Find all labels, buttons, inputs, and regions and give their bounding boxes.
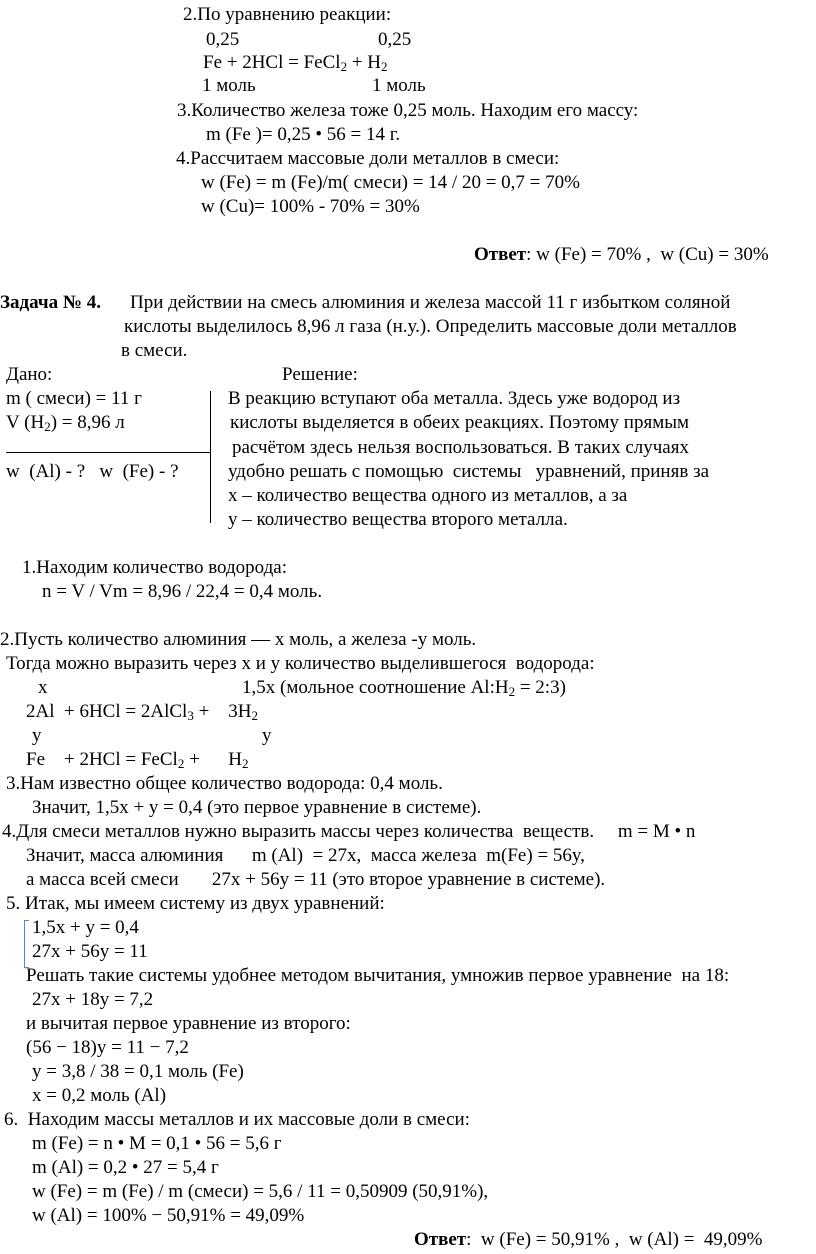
given-volume: V $(H_2) = 8,96$ л [6, 412, 125, 434]
s5-line1: Решать такие системы удобнее методом вычитания, умножив первое уравнение на 18: [26, 965, 730, 986]
s6-l4: w (Al) = 100% − 50,91% = 49,09% [32, 1205, 305, 1226]
s4-line2: а масса всей смеси 27x + 56y = 11 (это второе уравнение в системе). [26, 869, 606, 890]
s1-calc: n = V / Vm = 8,96 / 22,4 = 0,4 моль. [42, 581, 323, 602]
s1-title: 1.Находим количество водорода: [22, 557, 287, 578]
s6-title: 6. Находим массы металлов и их массовые доли в смеси: [4, 1109, 470, 1130]
s5-title: 5. Итак, мы имеем систему из двух уравнений: [6, 893, 385, 914]
solution-title: Решение: [282, 364, 358, 385]
given-find: w (Al) - ? w (Fe) - ? [6, 461, 179, 482]
given-title: Дано: [6, 364, 53, 385]
s2-title: 2.Пусть количество алюминия — x моль, а железа -y моль. [0, 629, 477, 650]
equation-fe: Fe + 2HCl = FeCl$_2$ + $H_2$ [26, 749, 249, 771]
step4-title: 4.Рассчитаем массовые доли металлов в смеси: [176, 148, 560, 169]
task4-line3: в смеси. [121, 340, 188, 361]
s5-eq2: 27x + 56y = 11 [32, 941, 148, 962]
s3-line: Значит, 1,5x + y = 0,4 (это первое уравнение в системе). [32, 797, 482, 818]
s3-title: 3.Нам известно общее количество водорода: 0,4 моль. [6, 773, 443, 794]
s5-eq3: 27x + 18y = 7,2 [32, 989, 154, 1010]
step2-mol-left: 1 моль [202, 75, 256, 96]
given-divider [6, 452, 210, 453]
solution-line-6: y – количество вещества второго металла. [228, 509, 568, 530]
s2-line: Тогда можно выразить через x и y количество выделившегося водорода: [6, 653, 595, 674]
s4-line1: Значит, масса алюминия m (Al) = 27x, масса железа m(Fe) = 56y, [26, 845, 585, 866]
s6-l3: w (Fe) = m (Fe) / m (смеси) = 5,6 / 11 = 0,50909 (50,91%), [32, 1181, 489, 1202]
step2-equation: Fe + 2HCl = FeCl$_2$ + $H_2$ [203, 52, 388, 74]
step4-fe: w (Fe) = m (Fe)/m( смеси) = 14 / 20 = 0,7 = 70% [201, 172, 580, 193]
s6-l1: m (Fe) = n • M = 0,1 • 56 = 5,6 г [32, 1133, 282, 1154]
step2-qty-left: 0,25 [206, 29, 240, 50]
s5-eq6: x = 0,2 моль (Al) [32, 1085, 167, 1106]
given-vertical-divider [210, 391, 211, 523]
task4-label: Задача № 4. [0, 292, 101, 313]
step2-mol-right: 1 моль [372, 75, 426, 96]
step3-title: 3.Количество железа тоже 0,25 моль. Находим его массу: [177, 100, 639, 121]
s2-x: x [38, 677, 48, 698]
system-brace [24, 920, 29, 968]
solution-line-4: удобно решать с помощью системы уравнений, приняв за [228, 461, 710, 482]
step2-title: 2.По уравнению реакции: [183, 4, 392, 25]
s4-title: 4.Для смеси металлов нужно выразить массы через количества веществ. m = M • n [2, 821, 696, 842]
equation-al: 2Al + 6HCl = 2AlCl$_3$ + $3H_2$ [26, 701, 258, 723]
step4-cu: w (Cu)= 100% - 70% = 30% [201, 196, 420, 217]
top-answer: Ответ: w (Fe) = 70% , w (Cu) = 30% [474, 244, 769, 265]
task4-line2: кислоты выделилось 8,96 л газа (н.у.). Определить массовые доли металлов [124, 316, 737, 337]
solution-line-2: кислоты выделяется в обеих реакциях. Поэтому прямым [230, 412, 690, 433]
task4-line1: При действии на смесь алюминия и железа массой 11 г избытком соляной [130, 292, 731, 313]
s2-y-left: y [32, 725, 42, 746]
given-mass: m ( смеси) = 11 г [6, 388, 142, 409]
s6-l2: m (Al) = 0,2 • 27 = 5,4 г [32, 1157, 219, 1178]
solution-line-3: расчётом здесь нельзя воспользоваться. В таких случаях [232, 437, 689, 458]
s5-eq5: y = 3,8 / 38 = 0,1 моль (Fe) [32, 1061, 244, 1082]
solution-line-1: В реакцию вступают оба металла. Здесь уже водород из [228, 388, 681, 409]
step2-qty-right: 0,25 [378, 29, 412, 50]
solution-line-5: x – количество вещества одного из металлов, а за [228, 485, 628, 506]
s5-line2: и вычитая первое уравнение из второго: [26, 1013, 351, 1034]
s5-eq4: (56 − 18)y = 11 − 7,2 [26, 1037, 189, 1058]
step3-calc: m (Fe )= 0,25 • 56 = 14 г. [206, 124, 401, 145]
s2-y-right: y [262, 725, 272, 746]
s5-eq1: 1,5x + y = 0,4 [32, 917, 139, 938]
final-answer: Ответ: w (Fe) = 50,91% , w (Al) = 49,09% [414, 1229, 763, 1250]
s2-ratio: 1,5x (мольное соотношение $Al:H_2$ = 2:3) [242, 677, 566, 699]
